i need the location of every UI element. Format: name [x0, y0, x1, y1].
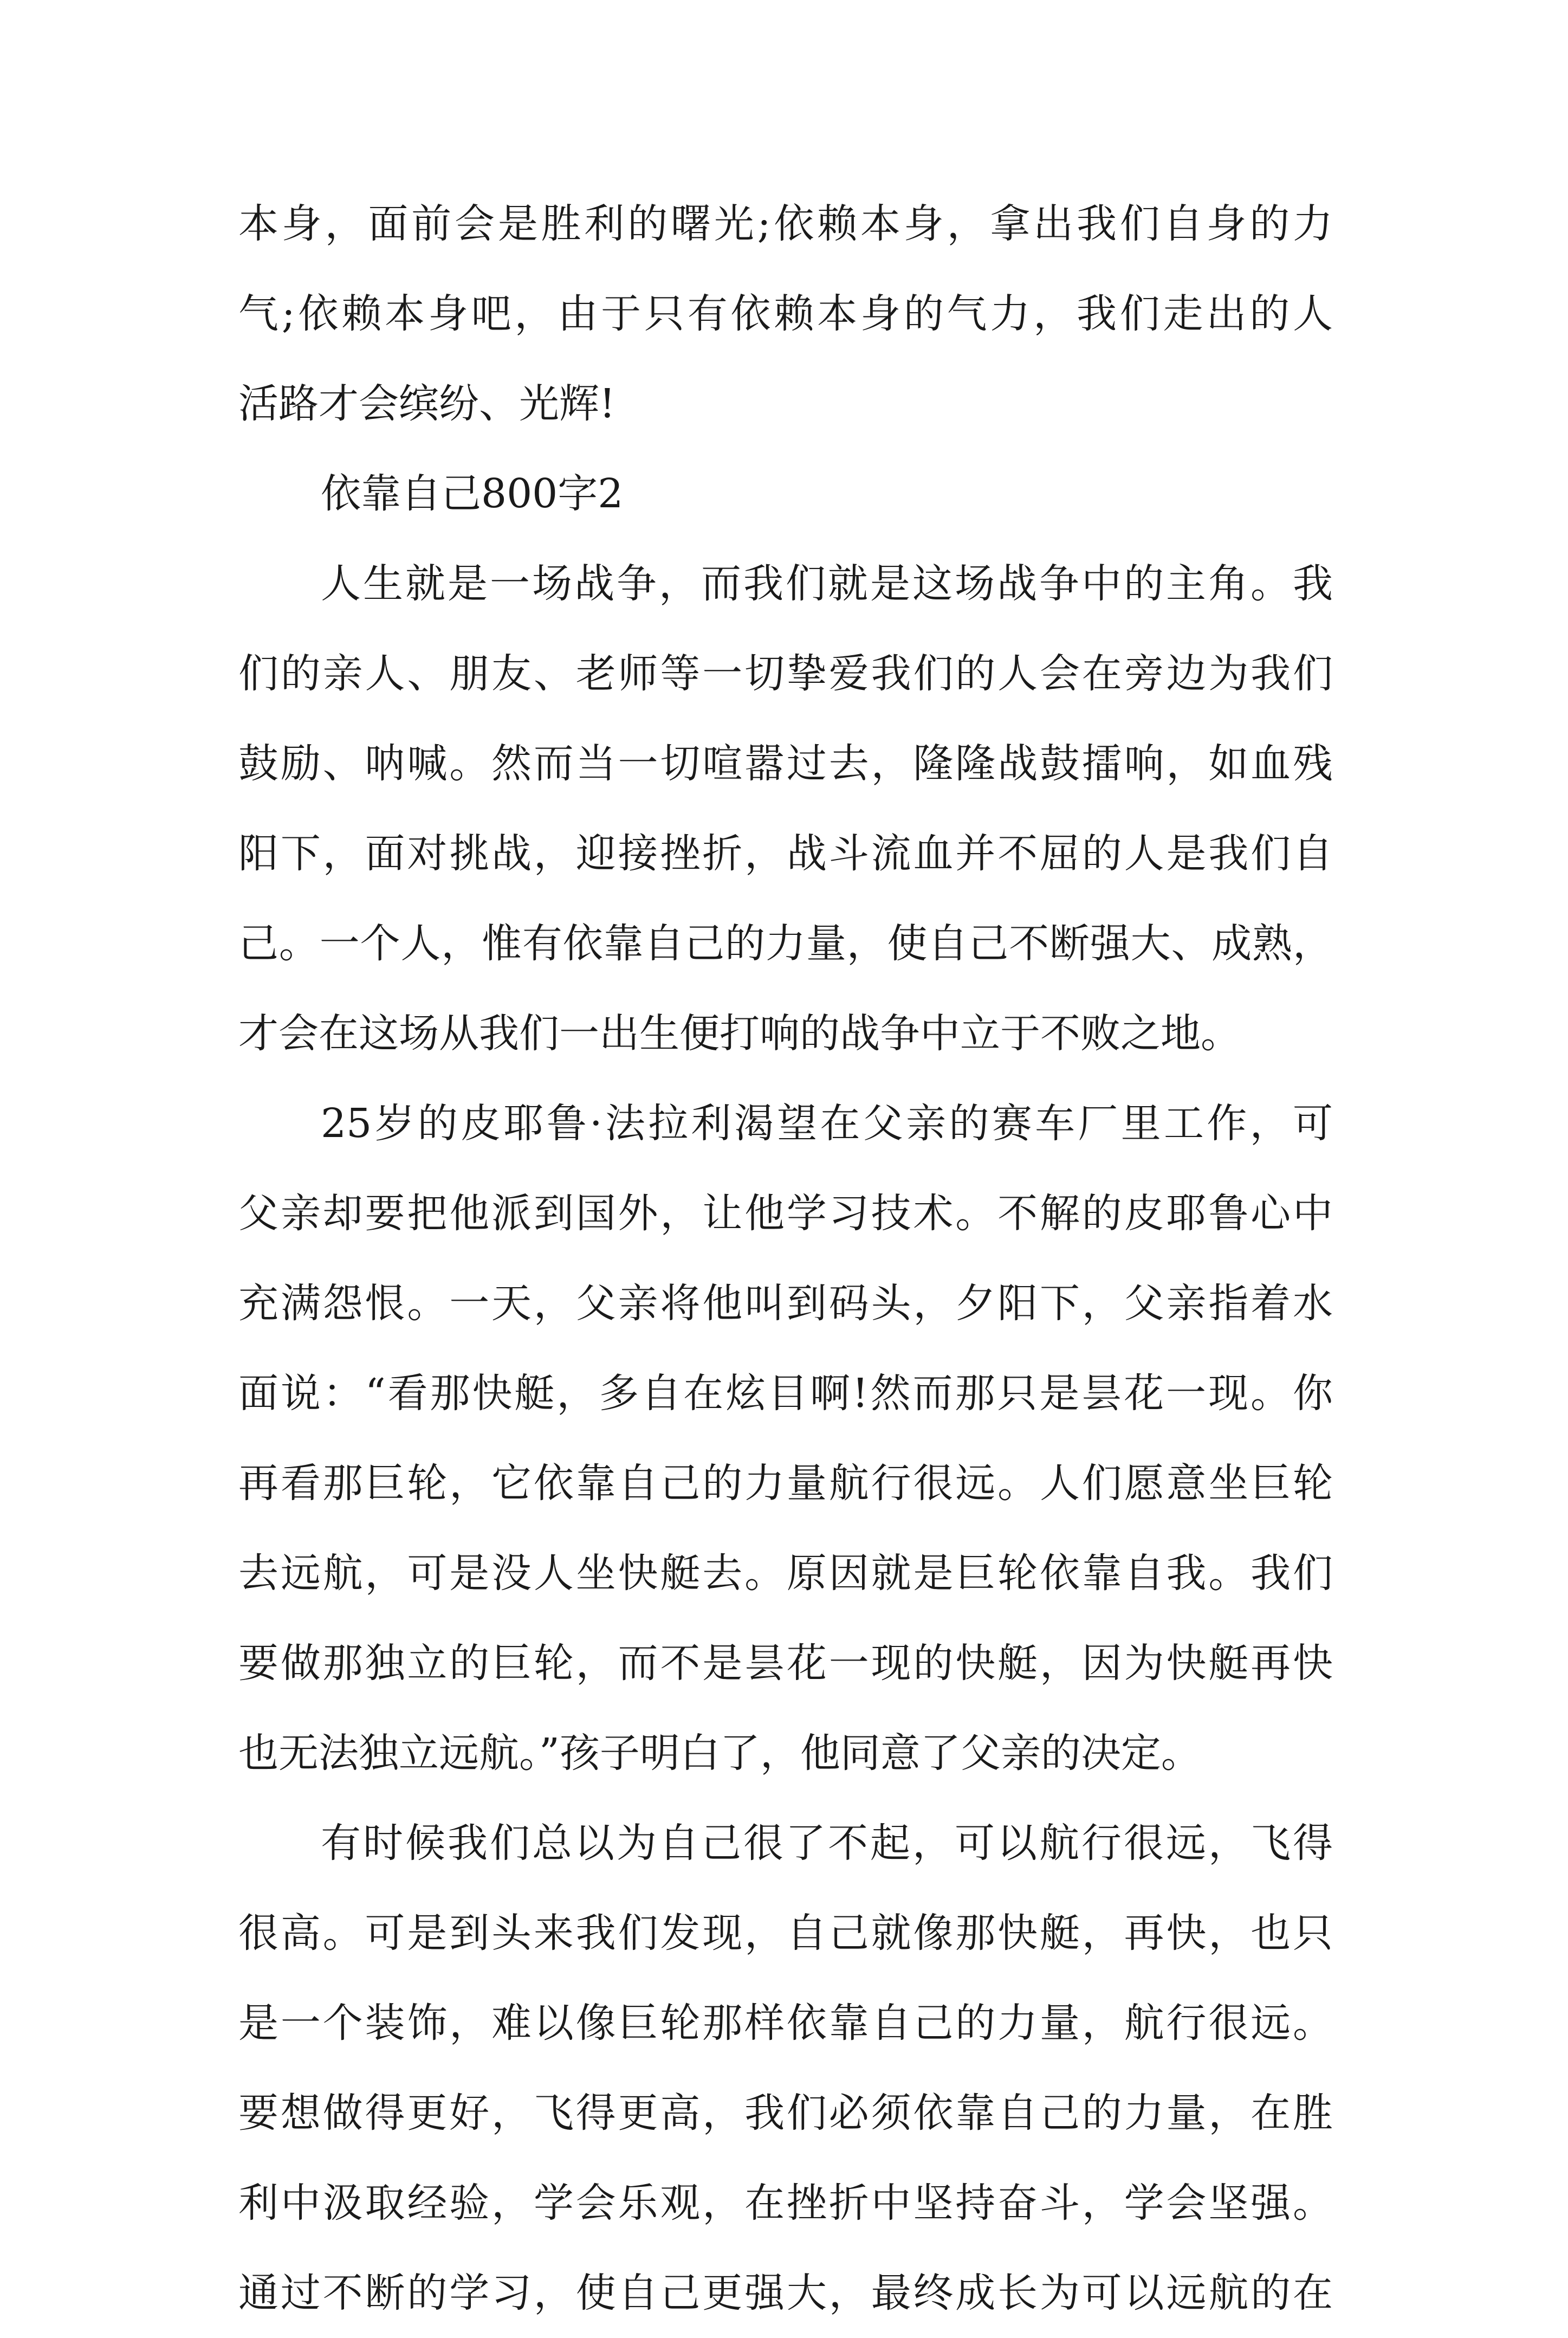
- paragraph-line: 活路才会缤纷、光辉!: [238, 380, 615, 427]
- paragraph-line: 们的亲人、朋友、老师等一切挚爱我们的人会在旁边为我们: [238, 650, 1333, 697]
- paragraph-line: 要想做得更好，飞得更高，我们必须依靠自己的力量，在胜: [238, 2090, 1333, 2136]
- section-heading: 依靠自己800字2: [321, 470, 624, 517]
- paragraph-line: 去远航，可是没人坐快艇去。原因就是巨轮依靠自我。我们: [238, 1550, 1333, 1597]
- essay-body: [238, 179, 1333, 2338]
- paragraph-line: 父亲却要把他派到国外，让他学习技术。不解的皮耶鲁心中: [238, 1190, 1333, 1237]
- paragraph-line: 气;依赖本身吧，由于只有依赖本身的气力，我们走出的人: [238, 290, 1333, 337]
- paragraph-line: 很高。可是到头来我们发现，自己就像那快艇，再快，也只: [238, 1910, 1333, 1956]
- paragraph-line: 通过不断的学习，使自己更强大，最终成长为可以远航的在: [238, 2270, 1333, 2316]
- paragraph-line: 也无法独立远航。”孩子明白了，他同意了父亲的决定。: [238, 1730, 1201, 1777]
- paragraph-line: 面说：“看那快艇，多自在炫目啊!然而那只是昙花一现。你: [238, 1370, 1333, 1417]
- paragraph-line: 是一个装饰，难以像巨轮那样依靠自己的力量，航行很远。: [238, 2000, 1333, 2046]
- paragraph-line: 利中汲取经验，学会乐观，在挫折中坚持奋斗，学会坚强。: [238, 2180, 1333, 2226]
- paragraph-line: 有时候我们总以为自己很了不起，可以航行很远，飞得: [321, 1820, 1333, 1866]
- paragraph-line: 阳下，面对挑战，迎接挫折，战斗流血并不屈的人是我们自: [238, 830, 1333, 877]
- paragraph-line: 充满怨恨。一天，父亲将他叫到码头，夕阳下，父亲指着水: [238, 1280, 1333, 1327]
- paragraph-line: 本身，面前会是胜利的曙光;依赖本身，拿出我们自身的力: [238, 201, 1333, 247]
- paragraph-line: 再看那巨轮，它依靠自己的力量航行很远。人们愿意坐巨轮: [238, 1460, 1333, 1507]
- paragraph-line: 25岁的皮耶鲁·法拉利渴望在父亲的赛车厂里工作，可: [321, 1100, 1333, 1147]
- paragraph-line: 鼓励、呐喊。然而当一切喧嚣过去，隆隆战鼓擂响，如血残: [238, 740, 1333, 787]
- paragraph-line: 要做那独立的巨轮，而不是昙花一现的快艇，因为快艇再快: [238, 1640, 1333, 1687]
- paragraph-line: 才会在这场从我们一出生便打响的战争中立于不败之地。: [238, 1010, 1241, 1057]
- paragraph-line: 己。一个人，惟有依靠自己的力量，使自己不断强大、成熟，: [238, 920, 1333, 967]
- paragraph-line: 人生就是一场战争，而我们就是这场战争中的主角。我: [321, 560, 1333, 607]
